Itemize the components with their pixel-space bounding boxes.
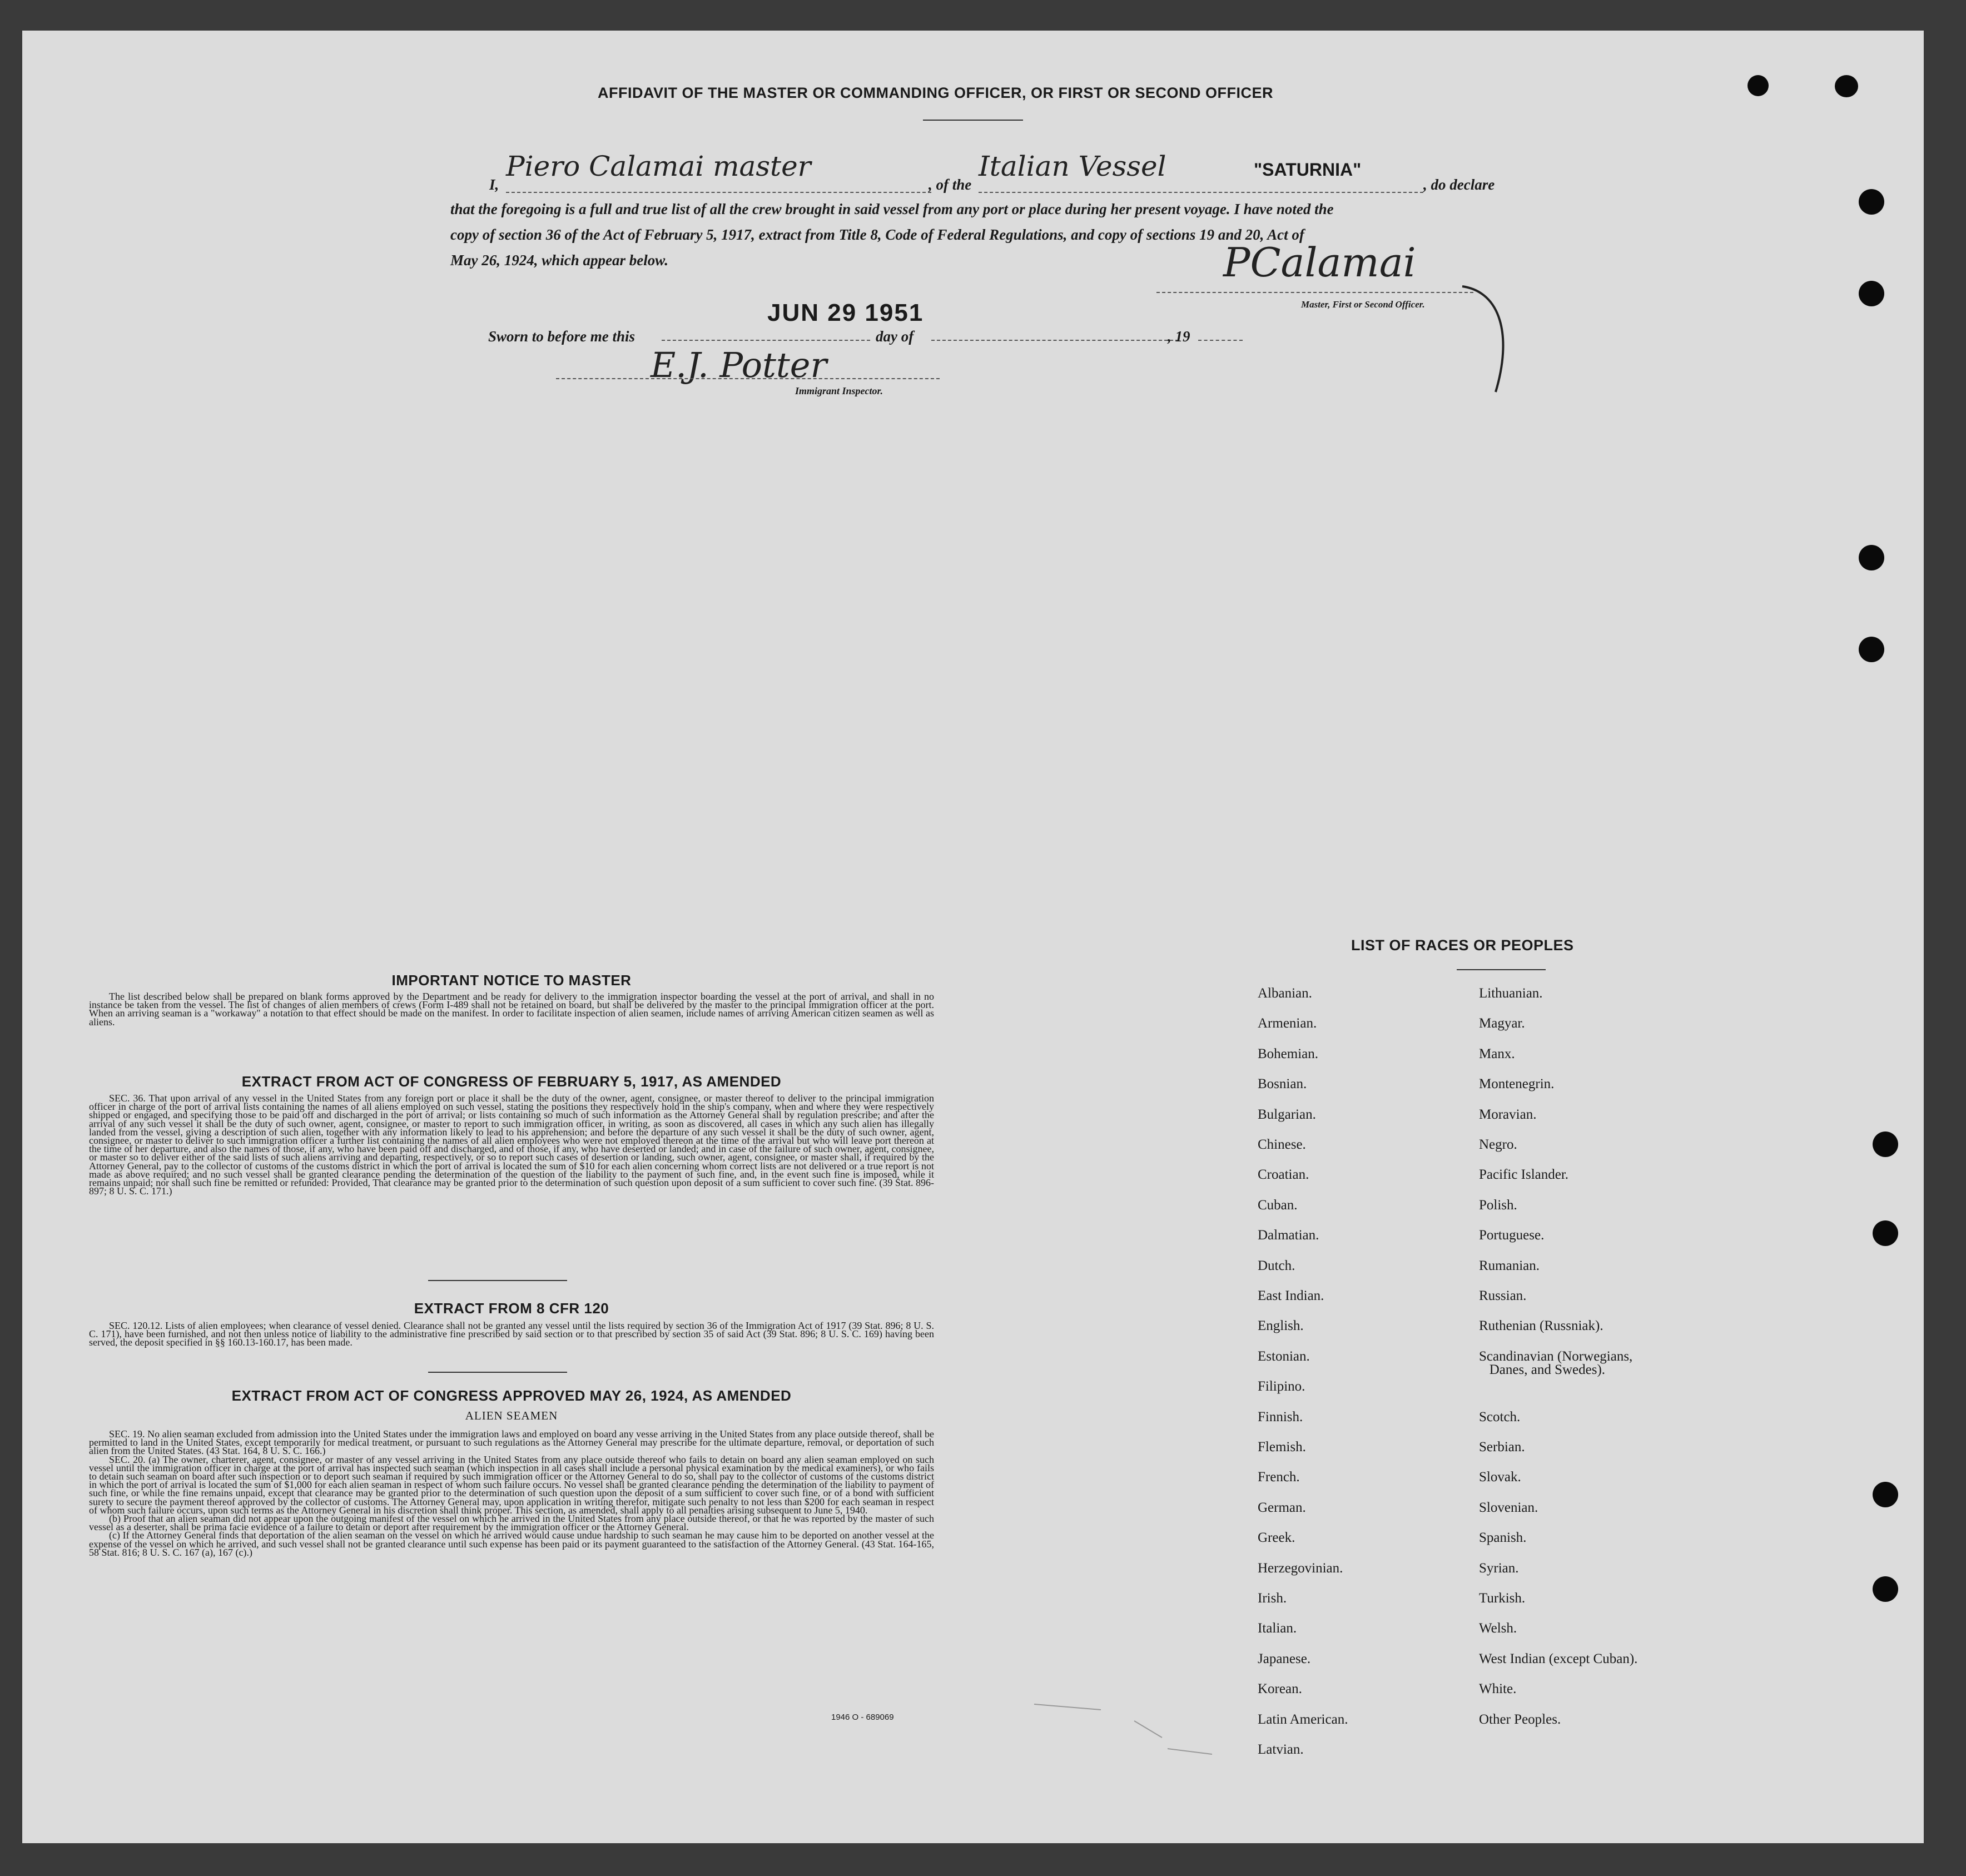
race-item: Serbian. [1479, 1440, 1525, 1455]
punch-hole-icon [1873, 1482, 1898, 1507]
extract1924-sec20a: SEC. 20. (a) The owner, charterer, agent, consignee, or master of any vessel arriving in the United States from any place outside thereof who fails to detain on board any alien seaman employed on such vessel until the immigration officer in charge at the port of arrival has inspected such seaman (which inspection in all cases shall include a personal physical examination by the medical examiners), or who fails to detain such seaman on board after such inspection or to deport such seaman if required by such immigration officer or the Attorney General to do so, shall pay to the collector of customs of the customs district in which the port of arrival is located the sum of $1,000 for each alien seaman in respect of whom such failure occurs. No vessel shall be granted clearance pending the determination of the liability to payment of such fine, or while the fine remains unpaid, except that clearance may be granted prior to the determination of such question upon the deposit of a sum sufficient to cover such fine, or of a bond with sufficient surety to secure the payment thereof approved by the collector of customs. The Attorney General may, upon application in writing therefor, mitigate such penalty to not less than $200 for each seaman in respect of whom such failure occurs, upon such terms as the Attorney General in his discretion shall think proper. This section, as amended, shall apply to all penalties arising subsequent to June 5, 1940. [89, 1453, 934, 1516]
title-rule [923, 120, 1023, 121]
punch-hole-icon [1873, 1220, 1898, 1246]
race-item: Spanish. [1479, 1530, 1527, 1546]
punch-hole-icon [1859, 545, 1884, 570]
race-item: Italian. [1258, 1621, 1297, 1636]
race-item: Dutch. [1258, 1258, 1295, 1273]
race-item: Polish. [1479, 1197, 1517, 1213]
race-item: Moravian. [1479, 1106, 1537, 1122]
race-item: Lithuanian. [1479, 986, 1543, 1001]
race-item: Scotch. [1479, 1409, 1521, 1425]
notice-title: IMPORTANT NOTICE TO MASTER [391, 972, 632, 989]
vessel-line [979, 192, 1423, 193]
extract8cfr-text: SEC. 120.12. Lists of alien employees; when clearance of vessel denied. Clearance shall not be granted any vessel until the lists required by section 36 of the Immigration Act of 1917 (39 Stat. 896; 8 U. S. C. 171), have been furnished, and not then unless notice of liability to the administrative fine prescribed by said section or to that prescribed by section 35 of said Act (39 Stat. 896; 8 U. S. C. 169) having been served, the deposit specified in §§ 160.13-160.17, has been made. [89, 1320, 934, 1348]
race-item: Dalmatian. [1258, 1228, 1319, 1243]
signature-flourish [1451, 253, 1529, 409]
race-item: Scandinavian (Norwegians, Danes, and Swedes). [1479, 1348, 1633, 1377]
race-item: Turkish. [1479, 1591, 1526, 1606]
master-name-line [506, 192, 931, 193]
affidavit-body-line1: that the foregoing is a full and true list of all the crew brought in said vessel from any port or place during her present voyage. I have noted the [450, 201, 1334, 217]
race-item: Montenegrin. [1479, 1076, 1555, 1092]
race-item: Japanese. [1258, 1651, 1311, 1666]
race-item: Other Peoples. [1479, 1711, 1561, 1727]
race-item: Bohemian. [1258, 1046, 1319, 1061]
extract1924-sec20c: (c) If the Attorney General finds that deportation of the alien seaman on the vessel on which he arrived would cause undue hardship to such seaman he may cause him to be deported on another vessel at the expense of the vessel on which he arrived, and such vessel shall not be granted clearance until such expense has been paid or its payment guaranteed to the satisfaction of the Attorney General. (43 Stat. 164-165, 58 Stat. 816; 8 U. S. C. 167 (a), 167 (c).) [89, 1530, 934, 1558]
race-item: West Indian (except Cuban). [1479, 1651, 1638, 1666]
vessel-handwriting: Italian Vessel [979, 150, 1166, 182]
punch-hole-icon [1859, 189, 1884, 215]
race-item: Armenian. [1258, 1016, 1317, 1031]
punch-hole-icon [1873, 1131, 1898, 1157]
affidavit-title: AFFIDAVIT OF THE MASTER OR COMMANDING OFFICER, OR FIRST OR SECOND OFFICER [598, 85, 1273, 101]
race-item: Croatian. [1258, 1167, 1309, 1183]
race-item: Estonian. [1258, 1348, 1310, 1364]
inspector-label: Immigrant Inspector. [795, 385, 883, 396]
affidavit-i: I, [489, 176, 499, 193]
race-item: Finnish. [1258, 1409, 1303, 1425]
punch-hole-icon [1747, 75, 1769, 96]
master-name-handwriting: Piero Calamai master [506, 150, 811, 182]
master-signature-line [1156, 292, 1473, 293]
race-item: Pacific Islander. [1479, 1167, 1569, 1183]
race-item: Rumanian. [1479, 1258, 1540, 1273]
section-rule-1 [428, 1280, 567, 1281]
inspector-signature: E.J. Potter [651, 345, 827, 385]
race-item: Korean. [1258, 1681, 1302, 1697]
punch-hole-icon [1835, 75, 1858, 97]
scan-specks [1023, 1682, 1257, 1771]
race-item: Welsh. [1479, 1621, 1517, 1636]
race-item: Filipino. [1258, 1379, 1305, 1394]
year-text: , 19 [1168, 328, 1190, 345]
punch-hole-icon [1859, 281, 1884, 306]
race-item: Cuban. [1258, 1197, 1298, 1213]
race-item: Magyar. [1479, 1016, 1525, 1031]
print-code: 1946 O - 689069 [831, 1713, 894, 1722]
race-item: Negro. [1479, 1137, 1517, 1152]
race-item: Flemish. [1258, 1440, 1306, 1455]
race-item: English. [1258, 1318, 1304, 1334]
race-item: Bulgarian. [1258, 1106, 1316, 1122]
extract1917-title: EXTRACT FROM ACT OF CONGRESS OF FEBRUARY 5, 1917, AS AMENDED [241, 1073, 782, 1090]
race-item: East Indian. [1258, 1288, 1324, 1303]
extract1924-sec19: SEC. 19. No alien seaman excluded from admission into the United States under the immigration laws and employed on board any vesse arriving in the United States from any place outside thereof, shall be permitted to land in the United States, except temporarily for medical treatment, or pursuant to such regulations as the Attorney General may prescribe for the ultimate departure, removal, or deportation of such alien from the United States. (43 Stat. 164, 8 U. S. C. 166.) [89, 1428, 934, 1457]
race-item: German. [1258, 1500, 1306, 1515]
master-signature: PCalamai [1223, 239, 1416, 286]
extract8cfr-title: EXTRACT FROM 8 CFR 120 [414, 1300, 609, 1317]
master-signature-label: Master, First or Second Officer. [1301, 299, 1425, 310]
race-item: Latvian. [1258, 1742, 1304, 1757]
section-rule-2 [428, 1372, 567, 1373]
race-item: Latin American. [1258, 1711, 1348, 1727]
of-the-text: , of the [929, 176, 972, 193]
notice-text: The list described below shall be prepared on blank forms approved by the Department and be ready for delivery to the immigration inspector boarding the vessel at the port of arrival, and shall in no instance be taken from the vessel. The list of changes of alien members of crews (Form I-489 shall not be retained on board, but shall be delivered by the master to the principal immigration officer at the port. When an arriving seaman is a "workaway" a notation to that effect should be made on the manifest. In order to facilitate inspection of alien seamen, include names of arriving American citizen seamen as well as aliens. [89, 991, 934, 1028]
race-item: Slovenian. [1479, 1500, 1538, 1515]
race-item: Syrian. [1479, 1560, 1519, 1576]
extract1924-subtitle: ALIEN SEAMEN [465, 1409, 558, 1422]
day-of-text: day of [876, 328, 914, 345]
race-item: Bosnian. [1258, 1076, 1307, 1092]
sworn-month-line [931, 340, 1179, 341]
affidavit-body-line3: May 26, 1924, which appear below. [450, 252, 669, 269]
affidavit-body-line2: copy of section 36 of the Act of February 5, 1917, extract from Title 8, Code of Federal Regulations, and copy of sections 19 and 20, Act of [450, 226, 1304, 243]
do-declare-text: , do declare [1423, 176, 1495, 193]
race-item: Irish. [1258, 1591, 1287, 1606]
punch-hole-icon [1859, 637, 1884, 662]
race-item: White. [1479, 1681, 1517, 1697]
race-item: Albanian. [1258, 986, 1312, 1001]
extract1924-text [89, 1430, 934, 1557]
race-item: Russian. [1479, 1288, 1527, 1303]
race-item: Portuguese. [1479, 1228, 1545, 1243]
vessel-name: "SATURNIA" [1254, 160, 1362, 180]
race-item: Manx. [1479, 1046, 1515, 1061]
race-item: French. [1258, 1470, 1300, 1485]
extract1924-title: EXTRACT FROM ACT OF CONGRESS APPROVED MAY 26, 1924, AS AMENDED [231, 1387, 792, 1404]
date-stamp: JUN 29 1951 [767, 299, 924, 326]
race-item: Greek. [1258, 1530, 1295, 1546]
sworn-year-line [1198, 340, 1243, 341]
sworn-day-line [662, 340, 870, 341]
extract1924-sec20b: (b) Proof that an alien seaman did not appear upon the outgoing manifest of the vessel on which he arrived in the United States from any place outside thereof, or that he was reported by the master of such vessel as a deserter, shall be prima facie evidence of a failure to detain or deport after requirement by the immigration officer or the Attorney General. [89, 1513, 934, 1533]
inspector-line [556, 378, 940, 379]
race-item: Ruthenian (Russniak). [1479, 1318, 1603, 1334]
extract1917-text: SEC. 36. That upon arrival of any vessel in the United States from any foreign port or place it shall be the duty of the owner, agent, consignee, or master thereof to deliver to the principal immigration officer in charge of the port of arrival lists containing the names of all aliens employed on such vessel, stating the positions they respectively hold in the ship's company, when and where they were respectively shipped or engaged, and specifying those to be paid off and discharged in the port of arrival; or lists containing so much of such information as the Attorney General shall by regulation prescribe; and after the arrival of any such vessel it shall be the duty of such owner, agent, consignee, or master to report to such immigration officer, in writing, as soon as discovered, all cases in which any such alien has illegally landed from the vessel, giving a description of such alien, together with any information likely to lead to his apprehension; and before the departure of any such vessel it shall be the duty of such owner, agent, consignee, or master to deliver to such immigration officer a further list containing the names of all alien employees who were not employed thereon at the time of the arrival but who will leave port thereon at the time of her departure, and also the names of those, if any, who have been paid off and discharged, and of those, if any, who have deserted or landed; and in case of the failure of such owner, agent, consignee, or master so to deliver either of the said lists of such aliens arriving and departing, respectively, or so to report such cases of desertion or landing, such owner, agent, consignee, or master shall, if required by the Attorney General, pay to the collector of customs of the customs district in which the port of arrival is located the sum of $10 for each alien concerning whom correct lists are not delivered or a true report is not made as above required; and no such vessel shall be granted clearance pending the determination of the question of the liability to the payment of such fine, and, in the event such fine is imposed, while it remains unpaid; nor shall such fine be remitted or refunded: Provided, That clearance may be granted prior to the determination of such question upon deposit of a sum sufficient to cover such fine. (39 Stat. 896-897; 8 U. S. C. 171.) [89, 1093, 934, 1197]
document-page [22, 31, 1924, 1843]
punch-hole-icon [1873, 1576, 1898, 1602]
sworn-text: Sworn to before me this [488, 328, 636, 345]
race-item: Slovak. [1479, 1470, 1521, 1485]
races-rule [1457, 969, 1546, 970]
races-title: LIST OF RACES OR PEOPLES [1351, 937, 1574, 954]
race-item: Herzegovinian. [1258, 1560, 1343, 1576]
race-item: Chinese. [1258, 1137, 1306, 1152]
